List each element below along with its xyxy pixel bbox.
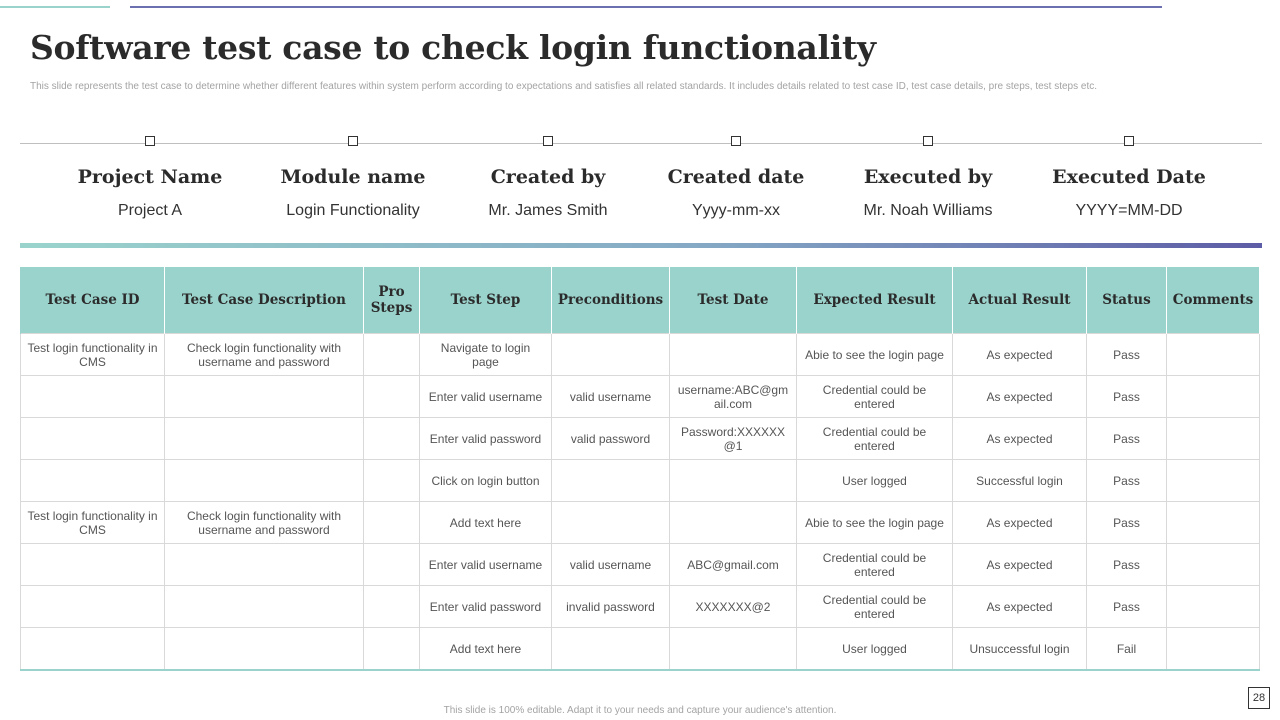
info-label: Module name <box>280 166 426 188</box>
table-cell: Abie to see the login page <box>797 502 953 544</box>
table-row <box>21 502 1260 544</box>
table-cell <box>364 586 420 628</box>
table-cell <box>1167 376 1260 418</box>
table-row <box>21 418 1260 460</box>
table-cell: Test login functionality in CMS <box>21 502 165 544</box>
table-row <box>21 376 1260 418</box>
info-value: YYYY=MM-DD <box>1075 202 1183 219</box>
table-cell <box>1167 544 1260 586</box>
table-cell: Enter valid password <box>420 418 552 460</box>
project-info-strip <box>20 136 1262 252</box>
table-cell: Credential could be entered <box>797 544 953 586</box>
table-cell <box>21 628 165 671</box>
table-cell <box>21 376 165 418</box>
column-header: Test Date <box>670 267 797 334</box>
table-cell <box>364 460 420 502</box>
table-cell <box>21 460 165 502</box>
info-value: Yyyy-mm-xx <box>692 202 780 219</box>
table-cell: username:ABC@gmail.com <box>670 376 797 418</box>
table-cell: Navigate to login page <box>420 334 552 376</box>
table-cell: As expected <box>953 376 1087 418</box>
table-cell <box>364 376 420 418</box>
top-accent-bar-left <box>0 6 110 8</box>
table-cell <box>21 418 165 460</box>
table-cell: Enter valid username <box>420 544 552 586</box>
table-cell: Fail <box>1087 628 1167 671</box>
table-cell <box>165 628 364 671</box>
table-cell <box>552 460 670 502</box>
info-value: Mr. Noah Williams <box>863 202 993 219</box>
table-cell <box>552 334 670 376</box>
column-header: Test Step <box>420 267 552 334</box>
column-header: Test Case ID <box>21 267 165 334</box>
table-cell: Pass <box>1087 334 1167 376</box>
table-cell <box>670 628 797 671</box>
table-cell <box>165 460 364 502</box>
info-value: Project A <box>117 202 183 219</box>
table-cell: Add text here <box>420 628 552 671</box>
table-cell: Pass <box>1087 586 1167 628</box>
table-cell: As expected <box>953 334 1087 376</box>
info-label: Created by <box>490 166 606 188</box>
info-item-created-by <box>438 136 658 220</box>
table-cell: Pass <box>1087 502 1167 544</box>
table-cell <box>1167 628 1260 671</box>
square-marker-icon <box>731 136 741 146</box>
table-cell <box>552 502 670 544</box>
square-marker-icon <box>1124 136 1134 146</box>
table-cell: ABC@gmail.com <box>670 544 797 586</box>
table-cell <box>670 460 797 502</box>
table-cell: Unsuccessful login <box>953 628 1087 671</box>
info-label: Created date <box>667 166 805 188</box>
page-subtitle: This slide represents the test case to determine whether different features within system perform according to expectations and satisfies all related standards. It includes details related to test case ID, test case details, pre steps, test steps etc. <box>30 81 1098 92</box>
column-header: Status <box>1087 267 1167 334</box>
top-accent-bar-right <box>130 6 1162 8</box>
table-cell: Pass <box>1087 376 1167 418</box>
table-row <box>21 628 1260 671</box>
table-cell <box>1167 502 1260 544</box>
info-value: Mr. James Smith <box>488 202 608 219</box>
column-header: Comments <box>1167 267 1260 334</box>
table-cell: As expected <box>953 502 1087 544</box>
square-marker-icon <box>145 136 155 146</box>
table-cell: valid username <box>552 544 670 586</box>
table-cell <box>670 334 797 376</box>
info-item-module-name <box>243 136 463 220</box>
table-cell: XXXXXXX@2 <box>670 586 797 628</box>
table-cell <box>165 418 364 460</box>
info-label: Executed by <box>863 166 993 188</box>
table-cell <box>1167 334 1260 376</box>
table-cell: Credential could be entered <box>797 586 953 628</box>
table-cell: Check login functionality with username and password <box>165 502 364 544</box>
test-case-table <box>20 266 1260 671</box>
table-cell <box>552 628 670 671</box>
table-cell: Click on login button <box>420 460 552 502</box>
table-header-row <box>21 267 1260 334</box>
table-cell <box>165 376 364 418</box>
info-item-executed-by <box>818 136 1038 220</box>
info-label: Project Name <box>77 166 223 188</box>
table-cell: As expected <box>953 586 1087 628</box>
table-cell: As expected <box>953 544 1087 586</box>
table-cell <box>364 418 420 460</box>
table-cell <box>21 544 165 586</box>
table-cell <box>21 586 165 628</box>
table-cell: valid username <box>552 376 670 418</box>
table-cell <box>364 334 420 376</box>
square-marker-icon <box>543 136 553 146</box>
column-header: Expected Result <box>797 267 953 334</box>
table-cell <box>364 628 420 671</box>
table-cell: Enter valid username <box>420 376 552 418</box>
table-cell: Successful login <box>953 460 1087 502</box>
column-header: Test Case Description <box>165 267 364 334</box>
table-cell <box>670 502 797 544</box>
footer-note: This slide is 100% editable. Adapt it to your needs and capture your audience's attention. <box>443 705 837 716</box>
page-number: 28 <box>1248 687 1270 709</box>
info-item-project-name <box>40 136 260 220</box>
square-marker-icon <box>923 136 933 146</box>
table-cell: User logged <box>797 628 953 671</box>
table-cell: Add text here <box>420 502 552 544</box>
info-item-created-date <box>626 136 846 220</box>
table-row <box>21 544 1260 586</box>
table-cell: valid password <box>552 418 670 460</box>
page-title: Software test case to check login functionality <box>30 28 876 67</box>
table-cell <box>1167 586 1260 628</box>
table-cell: Credential could be entered <box>797 376 953 418</box>
column-header: Actual Result <box>953 267 1087 334</box>
gradient-divider <box>20 243 1262 248</box>
table-cell: Check login functionality with username and password <box>165 334 364 376</box>
column-header: Pro Steps <box>364 267 420 334</box>
table-cell <box>165 586 364 628</box>
table-cell: As expected <box>953 418 1087 460</box>
table-cell: Credential could be entered <box>797 418 953 460</box>
table-cell <box>1167 418 1260 460</box>
square-marker-icon <box>348 136 358 146</box>
table-cell: Pass <box>1087 460 1167 502</box>
table-cell: User logged <box>797 460 953 502</box>
table-cell: Abie to see the login page <box>797 334 953 376</box>
table-cell <box>364 502 420 544</box>
table-row <box>21 586 1260 628</box>
table-cell: Enter valid password <box>420 586 552 628</box>
column-header: Preconditions <box>552 267 670 334</box>
info-label: Executed Date <box>1052 166 1206 188</box>
table-cell: Password:XXXXXX@1 <box>670 418 797 460</box>
table-cell: Pass <box>1087 544 1167 586</box>
table-row <box>21 460 1260 502</box>
table-cell: invalid password <box>552 586 670 628</box>
table-cell <box>165 544 364 586</box>
table-cell: Test login functionality in CMS <box>21 334 165 376</box>
info-item-executed-date <box>1019 136 1239 220</box>
table-cell: Pass <box>1087 418 1167 460</box>
table-cell <box>364 544 420 586</box>
table-row <box>21 334 1260 376</box>
info-value: Login Functionality <box>286 202 420 219</box>
table-cell <box>1167 460 1260 502</box>
